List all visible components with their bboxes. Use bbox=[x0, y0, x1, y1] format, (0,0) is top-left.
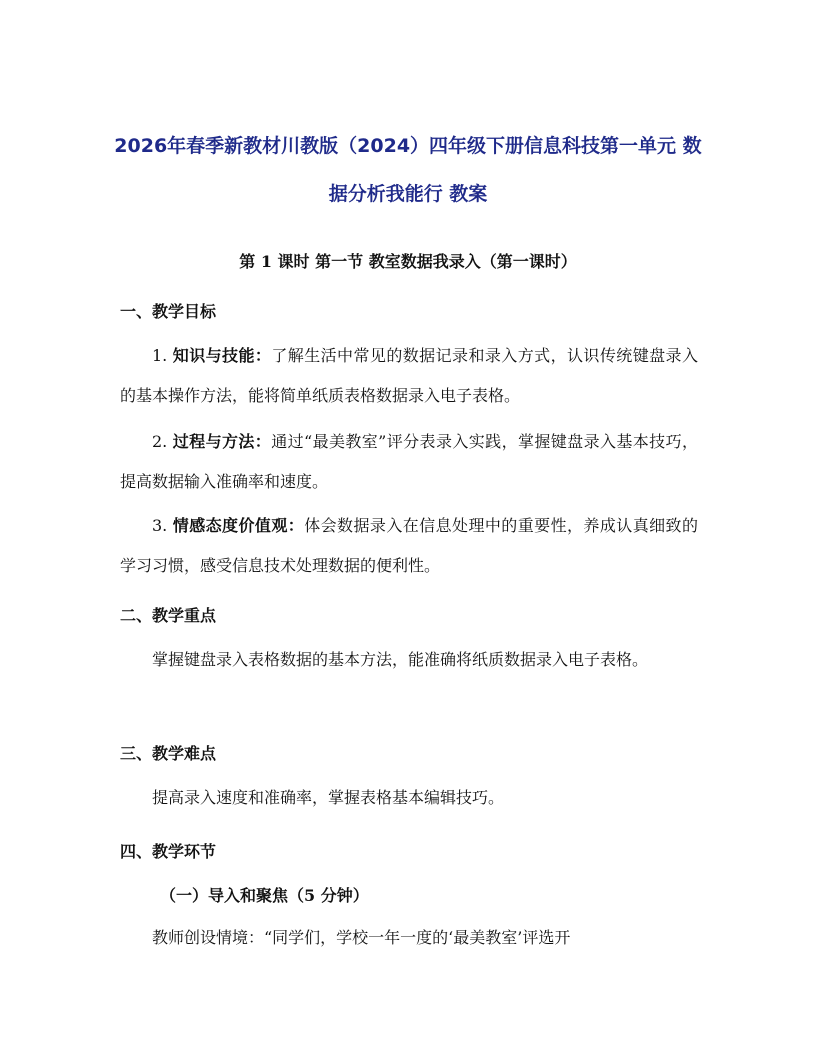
objective-number: 1. bbox=[152, 346, 168, 365]
key-points-text: 掌握键盘录入表格数据的基本方法，能准确将纸质数据录入电子表格。 bbox=[152, 650, 649, 669]
section-heading-difficulties: 三、教学难点 bbox=[120, 744, 217, 763]
objective-label: 知识与技能： bbox=[172, 346, 272, 365]
objective-label: 情感态度价值观： bbox=[172, 516, 305, 535]
objective-label: 过程与方法： bbox=[172, 432, 272, 451]
objective-text: 通过“最美教室”评分表录入实践，掌握键盘录入基本技巧，提高数据输入准确率和速度。 bbox=[120, 432, 698, 491]
document-title-line-1: 2026年春季新教材川教版（2024）四年级下册信息科技第一单元 数 bbox=[114, 135, 702, 157]
subsection-heading-intro: （一）导入和聚焦（5 分钟） bbox=[160, 886, 369, 905]
objective-item-1 bbox=[120, 336, 698, 416]
section-heading-teaching-steps: 四、教学环节 bbox=[120, 842, 217, 861]
section-heading-key-points: 二、教学重点 bbox=[120, 606, 217, 625]
difficulties-text: 提高录入速度和准确率，掌握表格基本编辑技巧。 bbox=[152, 788, 505, 807]
document-title-line-2: 据分析我能行 教案 bbox=[328, 183, 488, 205]
intro-text: 教师创设情境：“同学们，学校一年一度的‘最美教室’评选开 bbox=[152, 928, 571, 947]
objective-number: 2. bbox=[152, 432, 168, 451]
objective-item-3 bbox=[120, 506, 698, 586]
objective-text: 了解生活中常见的数据记录和录入方式，认识传统键盘录入的基本操作方法，能将简单纸质表格数据录入电子表格。 bbox=[120, 346, 698, 405]
objective-item-2 bbox=[120, 422, 698, 502]
objective-number: 3. bbox=[152, 516, 168, 535]
objective-text: 体会数据录入在信息处理中的重要性，养成认真细致的学习习惯，感受信息技术处理数据的便利性。 bbox=[120, 516, 698, 575]
lesson-title: 第 1 课时 第一节 教室数据我录入（第一课时） bbox=[239, 252, 577, 271]
section-heading-objectives: 一、教学目标 bbox=[120, 302, 217, 321]
